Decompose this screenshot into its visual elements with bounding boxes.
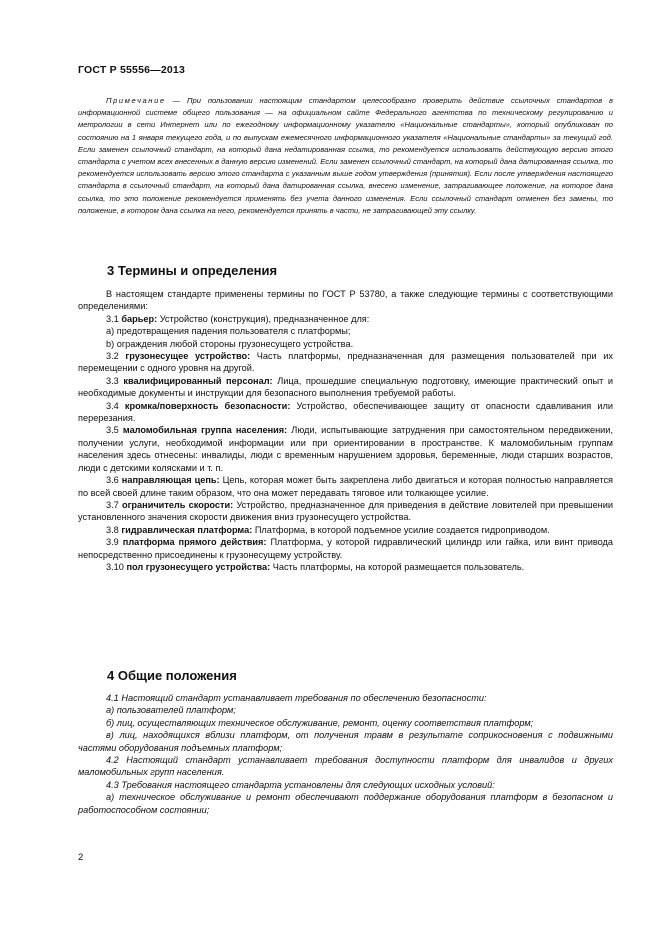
term-name: барьер: bbox=[121, 313, 158, 324]
term-number: 3.6 bbox=[106, 475, 122, 486]
term-3-1-item-a: а) предотвращения падения пользователя с платформы; bbox=[106, 326, 351, 337]
term-3-1-item-b: b) ограждения любой стороны грузонесущего устройства. bbox=[106, 338, 354, 349]
term-3-10 bbox=[78, 561, 613, 573]
page-number: 2 bbox=[78, 852, 84, 863]
term-name: ограничитель скорости: bbox=[121, 499, 234, 510]
term-definition: Платформа, в которой подъемное усилие создается гидроприводом. bbox=[252, 524, 550, 535]
reference-note bbox=[78, 95, 613, 217]
term-number: 3.9 bbox=[106, 537, 123, 548]
term-number: 3.2 bbox=[106, 351, 126, 362]
term-name: грузонесущее устройство: bbox=[125, 351, 251, 362]
term-number: 3.3 bbox=[106, 375, 124, 386]
clause-4-1-item-a: а) пользователей платформ; bbox=[106, 705, 236, 716]
term-definition: Платформа, у которой гидравлический цилиндр или гайка, или винт привода непосредственно присоединены к грузонесущему устройству. bbox=[78, 537, 613, 560]
term-definition: Устройство, обеспечивающее защиту от опасности сдавливания или перерезания. bbox=[78, 400, 614, 424]
clause-4-1-item-c: в) лиц, находящихся вблизи платформ, от получения травм в результате соприкосновения с подвижными частями оборудования подъемных платформ; bbox=[78, 730, 613, 753]
term-name: пол грузонесущего устройства: bbox=[126, 561, 271, 572]
term-3-3 bbox=[78, 375, 613, 400]
term-3-7 bbox=[78, 499, 613, 524]
document-header: ГОСТ Р 55556—2013 bbox=[78, 64, 186, 76]
term-definition: Устройство, предназначенное для приведения в действие ловителей при превышении установленного значения скорости движения вниз грузонесущего устройства. bbox=[78, 499, 614, 523]
term-3-4 bbox=[78, 400, 613, 425]
note-text: — При пользовании настоящим стандартом целесообразно проверить действие ссылочных стандартов в информационной системе общего пользования — на официальном сайте Федерального агентства по техническому регулированию и метрологии в сети Интернет или по ежегодному информационному указателю «Национальные стандарты», который опубликован по состоянию на 1 января текущего года, и по выпускам ежемесячного информационного указателя «Национальные стандарты» за текущий год. Если заменен ссылочный стандарт, на который дана недатированная ссылка, то рекомендуется использовать действующую версию этого стандарта с учетом всех внесенных в данную версию изменений. Если заменен ссылочный стандарт, на который дана датированная ссылка, то рекомендуется использовать версию этого стандарта с указанным выше годом утверждения (принятия). Если после утверждения настоящего стандарта в ссылочный стандарт, на который дана датированная ссылка, внесено изменение, затрагивающее положение, на которое дана ссылка, то это положение рекомендуется применять без учета данного изменения. Если ссылочный стандарт отменен без замены, то положение, в котором дана ссылка на него, рекомендуется принять в части, не затрагивающей эту ссылку. bbox=[78, 96, 613, 215]
term-name: маломобильная группа населения: bbox=[122, 425, 288, 436]
clause-4-1: 4.1 Настоящий стандарт устанавливает требования по обеспечению безопасности: bbox=[106, 693, 487, 703]
term-3-1 bbox=[78, 313, 613, 325]
term-number: 3.1 bbox=[106, 313, 122, 324]
term-name: гидравлическая платформа: bbox=[121, 524, 253, 535]
term-number: 3.5 bbox=[106, 425, 123, 436]
term-number: 3.4 bbox=[106, 400, 125, 411]
term-3-5 bbox=[78, 424, 613, 474]
term-definition: Цепь, которая может быть закреплена либо двигаться и которая полностью направляется по всей своей длине таким образом, что она может передавать тяговое или толкающее усилие. bbox=[78, 475, 614, 498]
term-3-8 bbox=[78, 524, 613, 536]
note-label: Примечание bbox=[106, 96, 166, 105]
term-name: направляющая цепь: bbox=[121, 475, 220, 486]
section-3-title: 3 Термины и определения bbox=[107, 263, 278, 278]
term-definition: Люди, испытывающие затруднения при самостоятельном передвижении, получении услуги, необходимой информации или при ориентировании в пространстве. К маломобильным группам населения здесь отнесены: инвалиды, люди с временным нарушением здоровья, беременные, люди старших возрастов, люди с детскими колясками и т. п. bbox=[78, 425, 613, 473]
term-definition: Часть платформы, на которой размещается пользователь. bbox=[270, 561, 525, 572]
term-number: 3.8 bbox=[106, 524, 122, 535]
term-definition: Часть платформы, предназначенная для размещения пользователей при их перемещении с одного уровня на другой. bbox=[78, 351, 613, 374]
section-3-intro: В настоящем стандарте применены термины по ГОСТ Р 53780, а также следующие термины с соответствующими определениями: bbox=[78, 289, 613, 312]
term-definition: Устройство (конструкция), предназначенное для: bbox=[157, 313, 370, 324]
section-3-body bbox=[78, 288, 613, 573]
term-name: кромка/поверхность безопасности: bbox=[124, 400, 291, 411]
term-3-2 bbox=[78, 350, 613, 375]
section-4-title: 4 Общие положения bbox=[107, 668, 237, 683]
section-4-body bbox=[78, 692, 613, 816]
term-name: квалифицированный персонал: bbox=[123, 375, 273, 386]
clause-4-3: 4.3 Требования настоящего стандарта установлены для следующих исходных условий: bbox=[106, 779, 495, 790]
term-name: платформа прямого действия: bbox=[122, 537, 267, 548]
clause-4-2: 4.2 Настоящий стандарт устанавливает требования доступности платформ для инвалидов и других маломобильных групп населения. bbox=[78, 755, 613, 778]
term-3-9 bbox=[78, 536, 613, 561]
clause-4-3-item-a: а) техническое обслуживание и ремонт обеспечивают поддержание оборудования платформ в безопасном и работоспособном состоянии; bbox=[78, 792, 613, 815]
term-definition: Лица, прошедшие специальную подготовку, имеющие практический опыт и необходимые документы и инструкции для безопасного выполнения требуемой работы. bbox=[78, 375, 614, 399]
term-3-6 bbox=[78, 474, 613, 499]
term-number: 3.7 bbox=[106, 499, 122, 510]
term-number: 3.10 bbox=[106, 561, 127, 572]
clause-4-1-item-b: б) лиц, осуществляющих техническое обслуживание, ремонт, оценку соответствия платформ; bbox=[106, 717, 534, 728]
